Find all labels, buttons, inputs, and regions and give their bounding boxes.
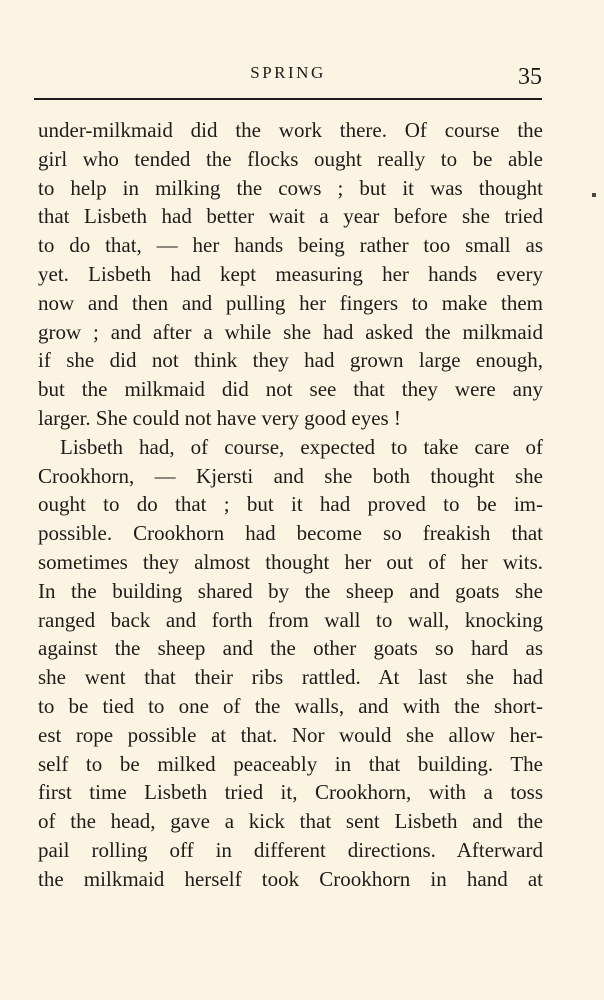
text-line: if she did not think they had grown large enough, xyxy=(38,348,543,373)
text-line: In the building shared by the sheep and goats she xyxy=(38,578,543,603)
text-line: ranged back and forth from wall to wall, knocking xyxy=(38,607,543,632)
header-rule xyxy=(34,98,542,100)
text-line: first time Lisbeth tried it, Crookhorn, with a toss xyxy=(38,780,543,805)
text-line: to do that, — her hands being rather too small as xyxy=(38,233,543,258)
page-header xyxy=(34,58,542,100)
text-line: pail rolling off in different directions. Afterward xyxy=(38,837,543,862)
text-line: Lisbeth had, of course, expected to take care of xyxy=(60,434,543,459)
text-line: larger. She could not have very good eyes ! xyxy=(38,405,401,430)
text-line: to help in milking the cows ; but it was thought xyxy=(38,175,543,200)
text-line: girl who tended the flocks ought really to be able xyxy=(38,146,543,171)
text-line: ought to do that ; but it had proved to be im- xyxy=(38,492,543,517)
text-line: Crookhorn, — Kjersti and she both thought she xyxy=(38,463,543,488)
text-line: the milkmaid herself took Crookhorn in hand at xyxy=(38,866,543,891)
text-line: of the head, gave a kick that sent Lisbeth and the xyxy=(38,809,543,834)
body-text xyxy=(38,116,543,894)
text-line: under-milkmaid did the work there. Of course the xyxy=(38,118,543,142)
text-line: grow ; and after a while she had asked the milkmaid xyxy=(38,319,543,344)
running-head: SPRING xyxy=(250,63,326,82)
text-line: possible. Crookhorn had become so freakish that xyxy=(38,521,543,546)
text-line: sometimes they almost thought her out of her wits. xyxy=(38,549,543,574)
text-line: against the sheep and the other goats so hard as xyxy=(38,636,543,661)
page-number: 35 xyxy=(518,64,542,90)
text-line: est rope possible at that. Nor would she allow her- xyxy=(38,722,543,747)
text-line: now and then and pulling her fingers to make them xyxy=(38,290,543,315)
text-line: yet. Lisbeth had kept measuring her hands every xyxy=(38,261,543,286)
text-line: to be tied to one of the walls, and with the short- xyxy=(38,693,543,718)
text-line: but the milkmaid did not see that they were any xyxy=(38,377,543,402)
text-line: self to be milked peaceably in that building. The xyxy=(38,751,543,776)
margin-mark xyxy=(592,193,596,197)
text-line: she went that their ribs rattled. At last she had xyxy=(38,665,543,690)
text-line: that Lisbeth had better wait a year before she tried xyxy=(38,204,543,229)
